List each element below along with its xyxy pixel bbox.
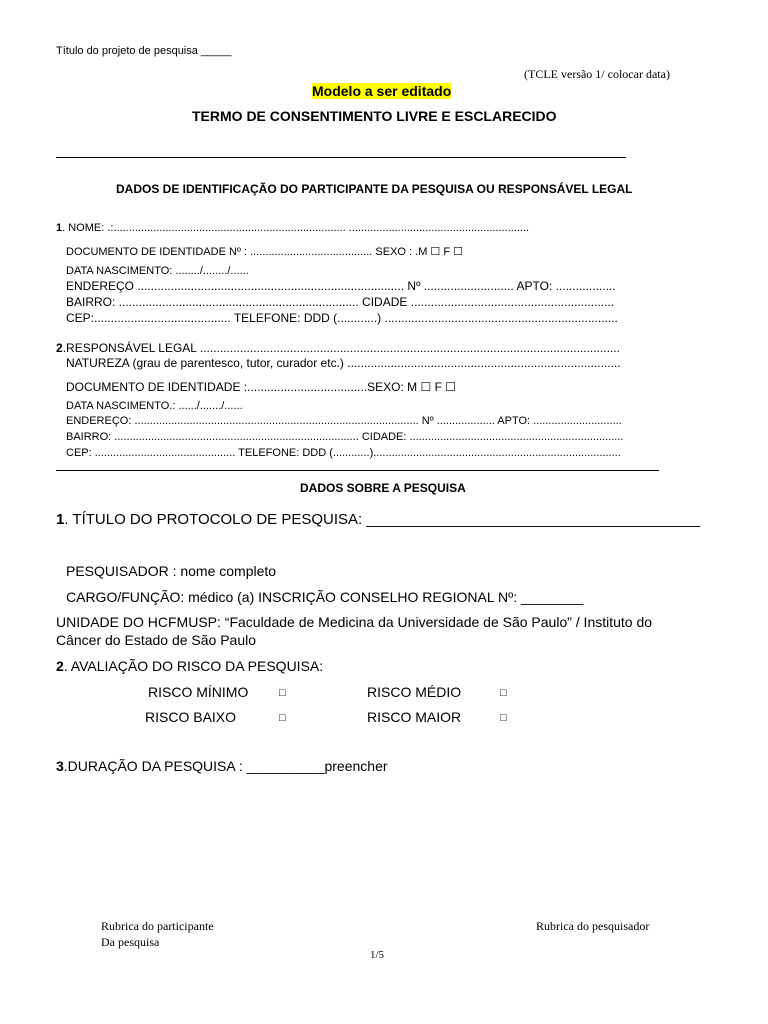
research-heading: DADOS SOBRE A PESQUISA [300, 481, 466, 495]
guardian-legal-field: .RESPONSÁVEL LEGAL .............................................................................................................................. [62, 341, 620, 355]
risk-option-minimo-label: RISCO MÍNIMO [148, 684, 249, 700]
participant-signature-label-2: Da pesquisa [101, 935, 160, 949]
guardian-address-line: ENDEREÇO: ............................................................................................. Nº ................... APTO: ............................. [66, 415, 622, 427]
participant-signature-label: Rubrica do participante [101, 919, 214, 933]
identification-heading: DADOS DE IDENTIFICAÇÃO DO PARTICIPANTE DA PESQUISA OU RESPONSÁVEL LEGAL [116, 182, 633, 196]
risk-option-baixo-label: RISCO BAIXO [145, 709, 237, 725]
protocol-number: 1 [56, 511, 65, 528]
duration-field: .DURAÇÃO DA PESQUISA : __________preencher [63, 758, 388, 774]
guardian-cep-line: CEP: .............................................. TELEFONE: DDD (............)................................................................................. [66, 447, 621, 459]
participant-address-line: ENDEREÇO ................................................................................ Nº ........................... APTO: .................. [66, 279, 616, 293]
title-underline [56, 157, 626, 158]
risk-assessment-line [56, 658, 323, 674]
guardian-legal-line [56, 341, 620, 355]
protocol-title-field: . TÍTULO DO PROTOCOLO DE PESQUISA: ________________________________________ [64, 511, 701, 528]
guardian-number: 2 [56, 341, 63, 355]
participant-name-field: . NOME: .:............................................................................ ........................................................... [62, 222, 530, 234]
duration-line [56, 758, 388, 774]
unit-line-2: Câncer do Estado de São Paulo [56, 632, 257, 648]
risk-number: 2 [56, 658, 64, 674]
guardian-nature-line: NATUREZA (grau de parentesco, tutor, curador etc.) .................................................................................. [66, 356, 621, 370]
protocol-title-line [56, 511, 700, 528]
participant-doc-line: DOCUMENTO DE IDENTIDADE Nº : ........................................ SEXO : .M ☐ F ☐ [66, 246, 463, 258]
researcher-line: PESQUISADOR : nome completo [66, 563, 277, 579]
participant-birth-line: DATA NASCIMENTO: ......../......../...... [66, 265, 249, 277]
project-title-label: Título do projeto de pesquisa _____ [56, 45, 232, 57]
risk-option-medio-label: RISCO MÉDIO [367, 684, 462, 700]
model-note [312, 83, 451, 99]
page-number: 1/5 [370, 949, 385, 961]
main-title: TERMO DE CONSENTIMENTO LIVRE E ESCLARECIDO [192, 108, 557, 124]
participant-number: 1 [56, 222, 63, 234]
guardian-birth-line: DATA NASCIMENTO.: ....../......./...... [66, 400, 243, 412]
participant-cep-line: CEP:......................................... TELEFONE: DDD (............) ...................................................................... [66, 311, 618, 325]
version-note: (TCLE versão 1/ colocar data) [524, 67, 670, 81]
risk-assessment-label: . AVALIAÇÃO DO RISCO DA PESQUISA: [63, 658, 324, 674]
participant-name-line [56, 222, 529, 234]
risk-option-minimo-checkbox[interactable]: □ [279, 687, 286, 699]
risk-option-maior-checkbox[interactable]: □ [500, 712, 507, 724]
risk-option-maior-label: RISCO MAIOR [367, 709, 462, 725]
risk-option-baixo-checkbox[interactable]: □ [279, 712, 286, 724]
participant-district-line: BAIRRO: ........................................................................ CIDADE ............................................................. [66, 295, 615, 309]
duration-number: 3 [56, 758, 64, 774]
section-divider [56, 470, 659, 471]
researcher-signature-label: Rubrica do pesquisador [536, 919, 650, 933]
model-note-highlight: Modelo a ser editado [312, 83, 452, 99]
guardian-doc-line: DOCUMENTO DE IDENTIDADE :....................................SEXO: M ☐ F ☐ [66, 380, 457, 394]
role-line: CARGO/FUNÇÃO: médico (a) INSCRIÇÃO CONSELHO REGIONAL Nº: ________ [66, 589, 584, 605]
guardian-district-line: BAIRRO: ................................................................................ CIDADE: ...................................................................... [66, 431, 624, 443]
risk-option-medio-checkbox[interactable]: □ [500, 687, 507, 699]
unit-line-1: UNIDADE DO HCFMUSP: “Faculdade de Medicina da Universidade de São Paulo” / Instituto do [56, 614, 653, 630]
